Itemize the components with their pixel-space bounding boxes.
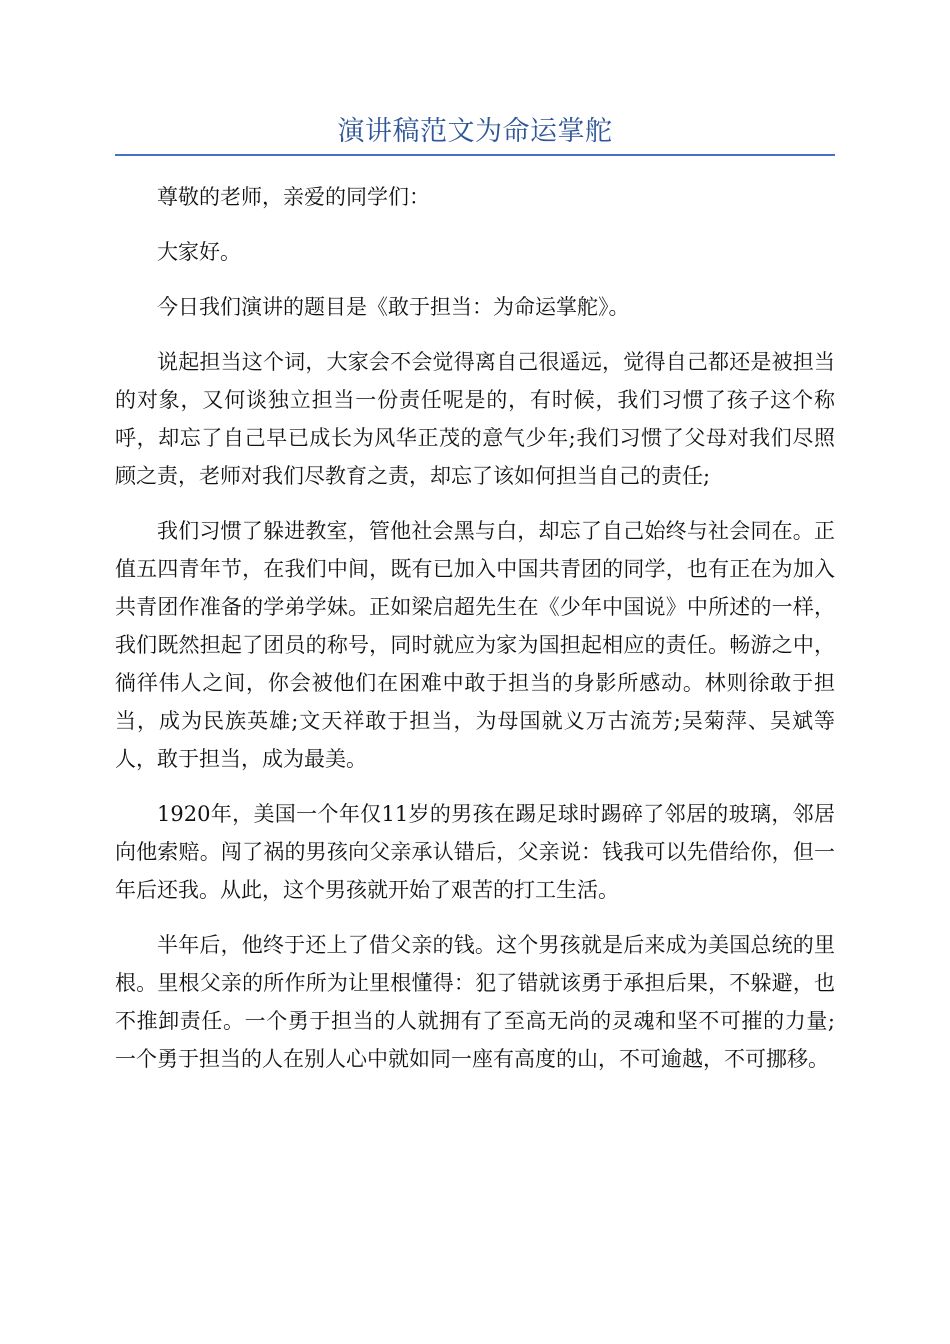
page-title: 演讲稿范文为命运掌舵 [337,116,613,147]
paragraph-body: 说起担当这个词，大家会不会觉得离自己很遥远，觉得自己都还是被担当的对象，又何谈独立担当一份责任呢是的，有时候，我们习惯了孩子这个称呼，却忘了自己早已成长为风华正茂的意气少年;我们习惯了父母对我们尽照顾之责，老师对我们尽教育之责，却忘了该如何担当自己的责任; [115,350,835,488]
paragraph-body: 1920年，美国一个年仅11岁的男孩在踢足球时踢碎了邻居的玻璃，邻居向他索赔。闯了祸的男孩向父亲承认错后，父亲说：钱我可以先借给你，但一年后还我。从此，这个男孩就开始了艰苦的打工生活。 [115,802,835,902]
paragraph-salutation: 尊敬的老师，亲爱的同学们： [157,185,430,209]
paragraph-body: 半年后，他终于还上了借父亲的钱。这个男孩就是后来成为美国总统的里根。里根父亲的所作所为让里根懂得：犯了错就该勇于承担后果，不躲避，也不推卸责任。一个勇于担当的人就拥有了至高无尚的灵魂和坚不可摧的力量;一个勇于担当的人在别人心中就如同一座有高度的山，不可逾越，不可挪移。 [115,933,835,1071]
document-body [115,178,835,1095]
paragraph-greeting: 大家好。 [157,240,241,264]
title-underline [115,154,835,156]
paragraph-body: 我们习惯了躲进教室，管他社会黑与白，却忘了自己始终与社会同在。正值五四青年节，在我们中间，既有已加入中国共青团的同学，也有正在为加入共青团作准备的学弟学妹。正如梁启超先生在《少年中国说》中所述的一样，我们既然担起了团员的称号，同时就应为家为国担起相应的责任。畅游之中，徜徉伟人之间，你会被他们在困难中敢于担当的身影所感动。林则徐敢于担当，成为民族英雄;文天祥敢于担当，为母国就义万古流芳;吴菊萍、吴斌等人，敢于担当，成为最美。 [115,519,835,771]
paragraph-topic: 今日我们演讲的题目是《敢于担当：为命运掌舵》。 [157,295,630,319]
